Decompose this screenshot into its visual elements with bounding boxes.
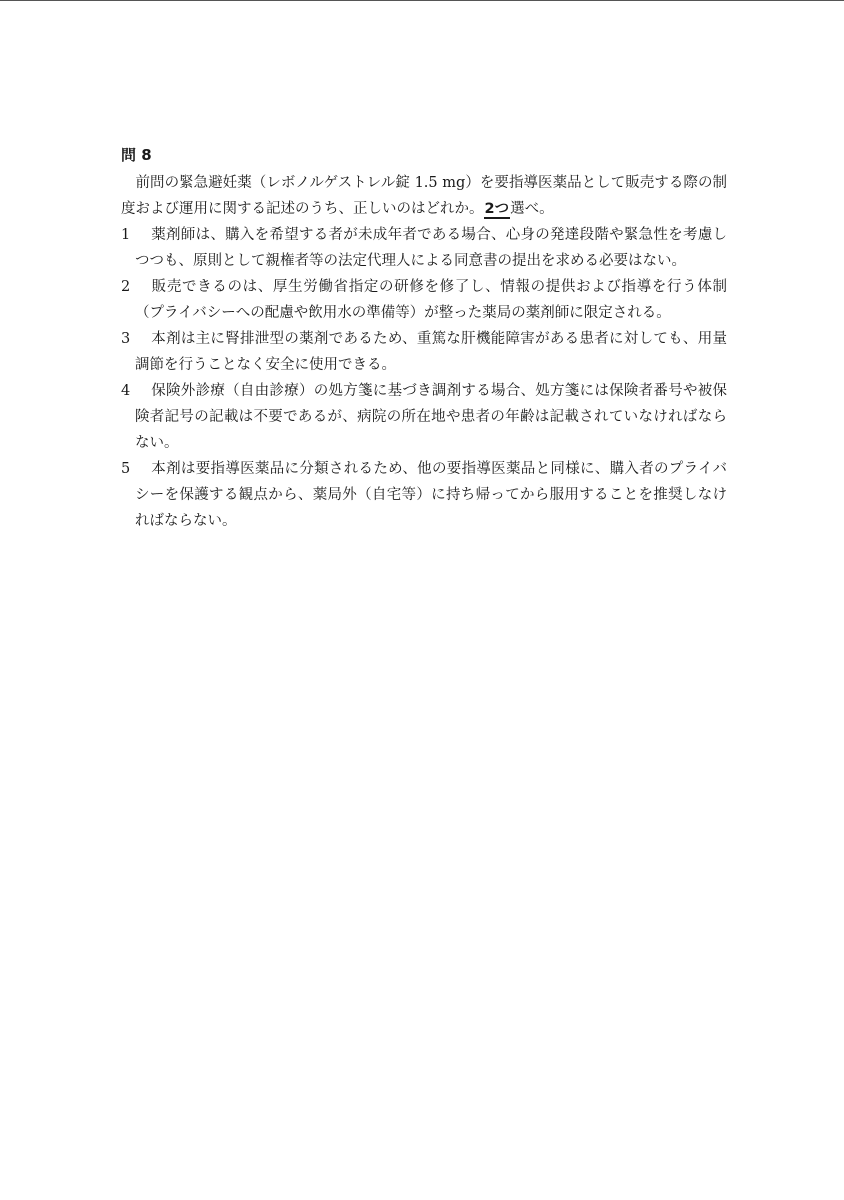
stem-text: 前問の緊急避妊薬（レボノルゲストレル錠 1.5 mg）を要指導医薬品として販売する際の制度および運用に関する記述のうち、正しいのはどれか。 — [121, 175, 727, 217]
answer-options — [121, 222, 727, 534]
option-3 — [121, 326, 727, 378]
option-number: 5 — [121, 461, 131, 477]
option-1 — [121, 222, 727, 274]
option-4 — [121, 378, 727, 456]
stem-instruction: 選べ。 — [510, 201, 554, 217]
option-text: 本剤は主に腎排泄型の薬剤であるため、重篤な肝機能障害がある患者に対しても、用量調節を行うことなく安全に使用できる。 — [135, 331, 727, 373]
option-text: 保険外診療（自由診療）の処方箋に基づき調剤する場合、処方箋には保険者番号や被保険者記号の記載は不要であるが、病院の所在地や患者の年齢は記載されていなければならない。 — [135, 383, 727, 451]
question-stem — [121, 170, 727, 222]
exam-question — [121, 144, 727, 534]
option-number: 3 — [121, 331, 131, 347]
option-number: 1 — [121, 227, 131, 243]
page-top-border — [0, 0, 844, 1]
option-2 — [121, 274, 727, 326]
option-text: 薬剤師は、購入を希望する者が未成年者である場合、心身の発達段階や緊急性を考慮しつつも、原則として親権者等の法定代理人による同意書の提出を求める必要はない。 — [135, 227, 727, 269]
option-text: 本剤は要指導医薬品に分類されるため、他の要指導医薬品と同様に、購入者のプライバシーを保護する観点から、薬局外（自宅等）に持ち帰ってから服用することを推奨しなければならない。 — [135, 461, 727, 529]
option-5 — [121, 456, 727, 534]
option-number: 4 — [121, 383, 131, 399]
question-title: 問 8 — [121, 146, 152, 164]
option-number: 2 — [121, 279, 131, 295]
stem-emphasis: 2つ — [484, 201, 510, 217]
option-text: 販売できるのは、厚生労働省指定の研修を修了し、情報の提供および指導を行う体制（プライバシーへの配慮や飲用水の準備等）が整った薬局の薬剤師に限定される。 — [135, 279, 727, 321]
